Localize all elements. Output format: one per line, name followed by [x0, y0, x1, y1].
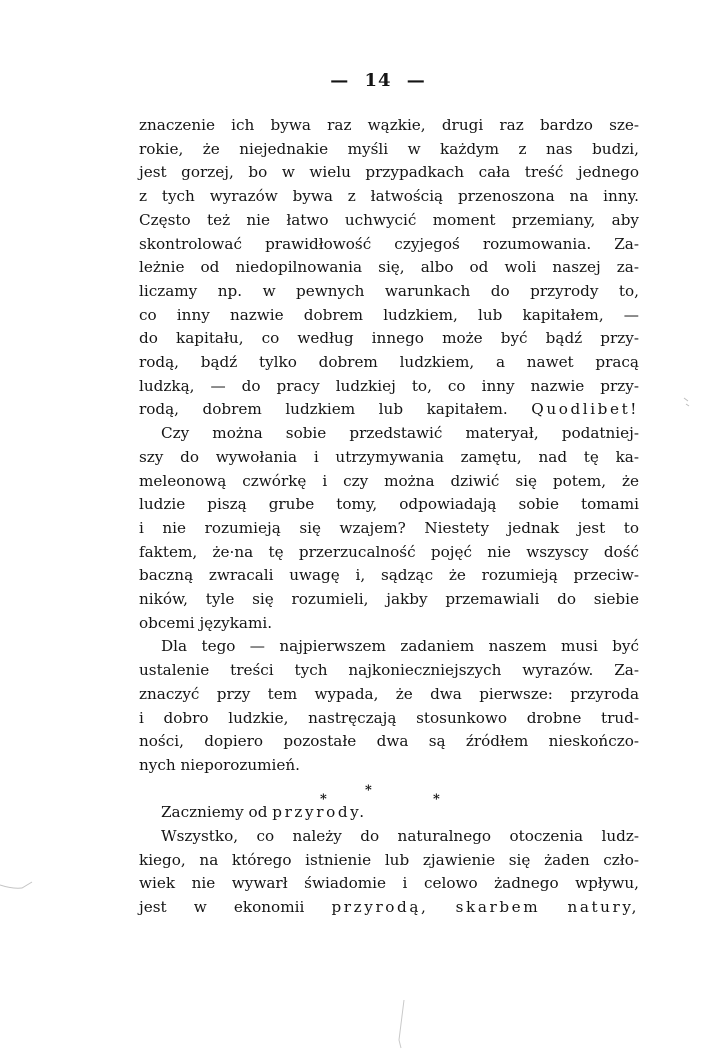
spaced-emphasis: Quodlibet!	[531, 400, 639, 419]
section-separator	[139, 778, 639, 807]
paragraph-1	[139, 114, 639, 422]
text-line: do kapitału, co według innego może być bądź przy-	[139, 329, 639, 348]
scan-speck	[399, 1000, 404, 1048]
spaced-emphasis: przyrodą,	[331, 898, 429, 917]
page-number: — 14 —	[330, 70, 426, 91]
text-line: ludzie piszą grube tomy, odpowiadają sobie tomami	[139, 495, 639, 514]
text-line: nych nieporozumień.	[139, 755, 301, 774]
spaced-emphasis: natury,	[567, 898, 640, 917]
section-heading	[139, 801, 639, 825]
text-line: skontrolować prawidłowość czyjegoś rozumowania. Za-	[139, 234, 639, 253]
text-line: rokie, że niejednakie myśli w każdym z nas budzi,	[139, 139, 639, 158]
text-line: rodą, bądź tylko dobrem ludzkiem, a nawet pracą	[139, 353, 639, 372]
paragraph-2	[139, 422, 639, 635]
text-line	[139, 398, 639, 422]
text-line: Dla tego — najpierwszem zadaniem naszem musi być	[161, 637, 639, 656]
text-line: wiek nie wywarł świadomie i celowo żadnego wpływu,	[139, 874, 639, 893]
text-line: ustalenie treści tych najkonieczniejszych wyrazów. Za-	[139, 661, 639, 680]
paragraph-3	[139, 635, 639, 777]
text-line	[139, 896, 639, 920]
text-line: z tych wyrazów bywa z łatwością przenoszona na inny.	[139, 187, 639, 206]
heading-text: Zaczniemy od	[161, 803, 268, 822]
text-line: jest gorzej, bo w wielu przypadkach cała treść jednego	[139, 163, 639, 182]
scan-speck	[0, 882, 32, 888]
scan-speck	[684, 398, 689, 406]
spaced-emphasis: przyrody.	[272, 803, 367, 822]
text-line: i nie rozumieją się wzajem? Niestety jednak jest to	[139, 518, 639, 537]
text-line: szy do wywołania i utrzymywania zamętu, nad tę ka-	[139, 447, 639, 466]
spaced-emphasis: skarbem	[455, 898, 541, 917]
body-text	[139, 114, 639, 920]
text-fragment: rodą, dobrem ludzkiem lub kapitałem.	[139, 400, 508, 419]
text-line: znaczenie ich bywa raz wązkie, drugi raz bardzo sze-	[139, 116, 639, 134]
text-line: ników, tyle się rozumieli, jakby przemawiali do siebie	[139, 590, 639, 609]
text-line: ności, dopiero pozostałe dwa są źródłem nieskończo-	[139, 732, 639, 751]
text-line: obcemi językami.	[139, 613, 273, 632]
text-line: faktem, że·na tę przerzucalność pojęć nie wszyscy dość	[139, 542, 639, 561]
text-line: ludzką, — do pracy ludzkiej to, co inny nazwie przy-	[139, 376, 639, 395]
text-line: kiego, na którego istnienie lub zjawienie się żaden czło-	[139, 850, 639, 869]
text-line: meleonową czwórkę i czy można dziwić się potem, że	[139, 471, 639, 490]
asterisk-glyph: *	[433, 791, 440, 807]
text-line: Wszystko, co należy do naturalnego otoczenia ludz-	[161, 827, 639, 846]
text-fragment: jest w ekonomii	[139, 898, 305, 917]
paragraph-4	[139, 825, 639, 920]
text-line: Często też nie łatwo uchwycić moment przemiany, aby	[139, 210, 639, 229]
text-line: leżnie od niedopilnowania się, albo od woli naszej za-	[139, 258, 639, 277]
text-line: znaczyć przy tem wypada, że dwa pierwsze: przyroda	[139, 684, 639, 703]
text-line: i dobro ludzkie, nastręczają stosunkowo drobne trud-	[139, 708, 639, 727]
text-line: co inny nazwie dobrem ludzkiem, lub kapitałem, —	[139, 305, 639, 324]
text-line: liczamy np. w pewnych warunkach do przyrody to,	[139, 281, 639, 300]
asterisk-glyph: *	[365, 782, 372, 798]
text-line: Czy można sobie przedstawić materyał, podatniej-	[161, 424, 639, 443]
text-line: baczną zwracali uwagę i, sądząc że rozumieją przeciw-	[139, 566, 639, 585]
asterisk-glyph: *	[320, 791, 327, 807]
